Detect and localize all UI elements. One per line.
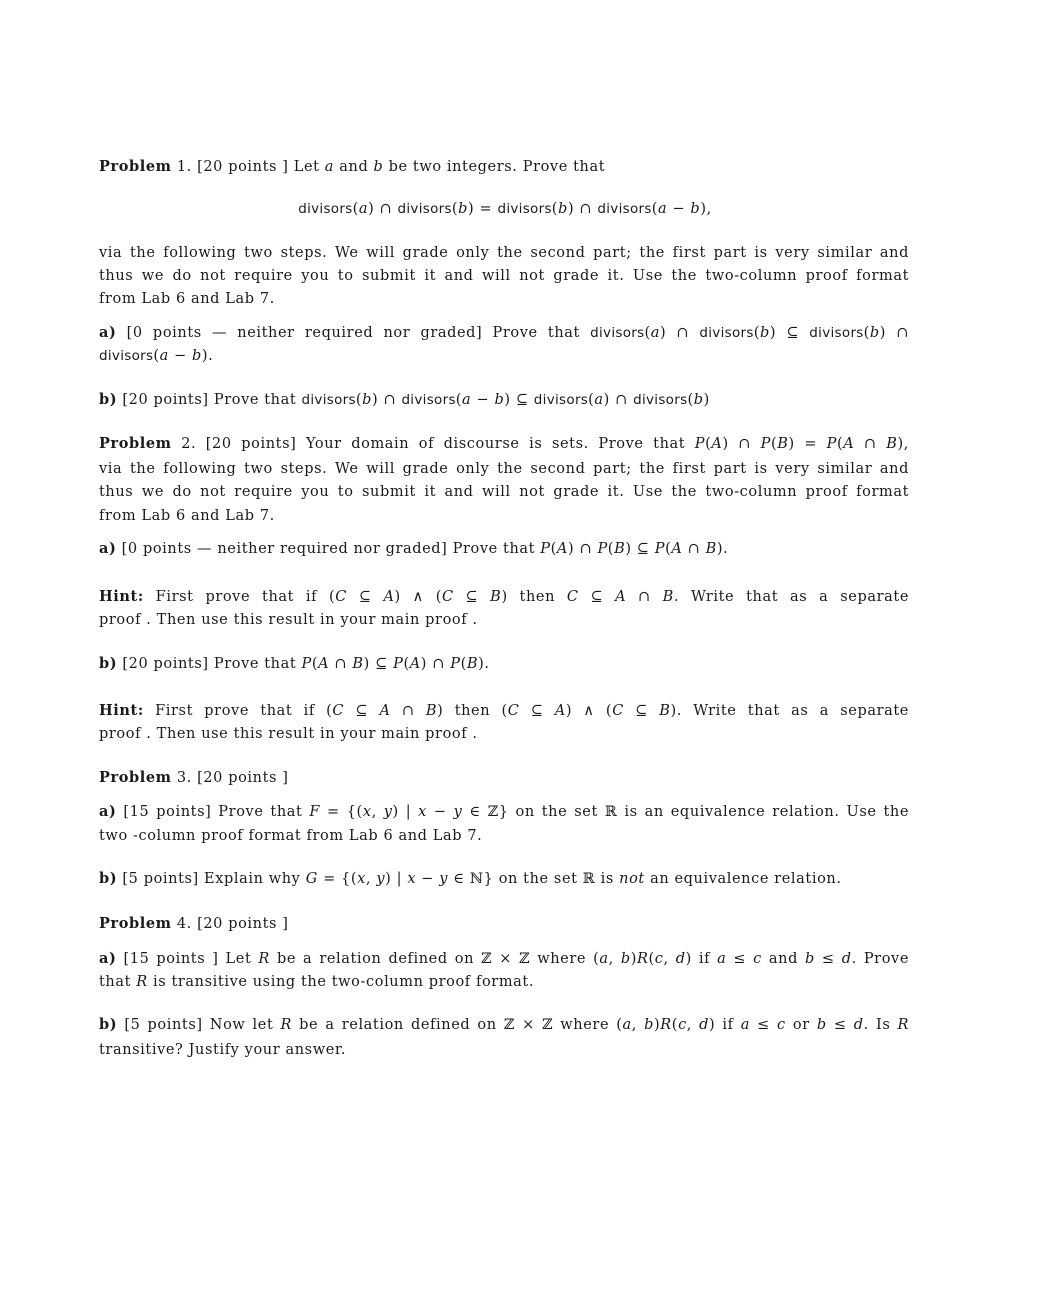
math-variable: R [136,974,148,990]
math-variable: P [694,436,706,452]
math-variable: a [622,1017,632,1033]
math-variable: A [409,656,421,672]
text-segment: ) ∩ [567,201,598,217]
text-segment: ) ∩ [420,656,451,672]
math-variable: y [439,871,449,887]
math-variable: x [362,804,372,820]
math-variable: b [362,392,372,408]
math-variable: b [558,201,568,217]
text-segment: ( [551,201,559,217]
bold-label: a) [99,324,117,341]
text-segment: ( [687,392,694,408]
text-segment: − [416,871,440,887]
math-variable: c [753,951,762,967]
text-line [99,973,909,991]
text-segment: proof . Then use this result in your main proof . [99,612,478,628]
text-segment: via the following two steps. We will grade only the second part; the first part is very similar and [99,461,909,477]
math-variable: d [841,951,852,967]
math-variable: B [659,703,671,719]
function-name: divisors [590,325,645,341]
math-variable: c [678,1017,687,1033]
math-variable: R [280,1017,293,1033]
text-segment: ). [716,541,729,557]
text-segment: [5 points] Explain why [117,871,306,887]
text-segment: ( [455,392,463,408]
math-variable: C [566,589,579,605]
text-line [99,588,909,606]
math-variable: x [418,804,427,820]
function-name: divisors [533,392,589,408]
text-segment: or [785,1017,817,1033]
math-variable: c [777,1017,786,1033]
bold-label: a) [99,540,117,557]
text-line [99,725,909,743]
math-variable: b [760,325,770,341]
text-segment: ( [588,392,595,408]
math-variable: F [309,804,321,820]
text-segment: ∩ [626,589,663,605]
function-name: divisors [699,325,754,341]
math-variable: a [599,951,609,967]
math-variable: A [554,703,566,719]
text-segment: ) ⊆ [504,392,534,408]
text-segment: , [608,951,621,967]
text-segment: 2. [20 points] Your domain of discourse is sets. Prove that [171,436,695,452]
text-line [99,1041,909,1059]
text-segment: ) ⊆ [363,656,394,672]
math-variable: B [490,589,502,605]
bold-label: a) [99,950,117,967]
text-segment: , [631,1017,645,1033]
text-segment: [15 points] Prove that [116,804,310,820]
math-variable: P [540,541,551,557]
text-segment: [0 points — neither required nor graded] Prove that [116,541,541,557]
text-segment: , [686,1017,700,1033]
text-segment: − [426,804,454,820]
math-variable: x [407,871,417,887]
math-variable: C [335,589,347,605]
text-segment: and [761,951,806,967]
text-segment: [20 points] Prove that [117,392,302,408]
text-line [99,611,909,629]
function-name: divisors [633,392,688,408]
text-line [99,347,909,365]
math-variable: b [690,201,701,217]
text-line [99,507,909,525]
bold-label: Problem [99,915,172,932]
text-segment: ) = [788,436,827,452]
bold-label: Hint: [99,702,144,719]
text-segment: from Lab 6 and Lab 7. [99,508,275,524]
text-segment: [5 points] Now let [117,1017,281,1033]
text-segment: ) ⊆ [769,325,810,341]
text-segment: two -column proof format from Lab 6 and Lab 7. [99,828,483,844]
text-segment: that [99,974,137,990]
math-variable: not [619,871,645,887]
math-variable: b [620,951,631,967]
text-line [99,391,909,409]
text-segment: ∩ [329,656,353,672]
math-variable: a [658,201,668,217]
text-segment: ) ∧ ( [565,703,613,719]
text-line [99,540,909,558]
text-segment: = {( [320,804,363,820]
text-segment: [20 points] Prove that [117,656,302,672]
text-segment: ) [654,1017,661,1033]
math-variable: R [636,951,649,967]
text-segment: ≤ [826,1017,854,1033]
text-line [99,870,909,888]
text-segment: − [667,201,691,217]
text-line [99,827,909,845]
text-line [99,769,909,787]
math-variable: B [352,656,364,672]
math-variable: R [258,951,270,967]
text-segment: 3. [20 points ] [171,770,289,786]
text-segment: [0 points — neither required nor graded] Prove that [116,325,591,341]
bold-label: b) [99,655,118,672]
math-variable: y [376,871,386,887]
text-segment: ) ∩ [368,201,398,217]
text-line [99,915,909,933]
text-segment: ⊆ [578,589,616,605]
text-segment: ( [644,325,651,341]
text-segment: ( [460,656,467,672]
text-segment: and [334,159,374,175]
text-segment: ⊆ [623,703,660,719]
text-line [99,655,909,673]
text-segment: ( [651,201,658,217]
math-variable: B [425,703,438,719]
text-segment: ) ∩ [659,325,700,341]
math-variable: A [711,436,723,452]
math-variable: P [760,436,771,452]
function-name: divisors [809,325,864,341]
text-segment: from Lab 6 and Lab 7. [99,291,275,307]
math-variable: C [332,703,345,719]
math-variable: C [612,703,624,719]
text-segment: ). [478,656,490,672]
text-segment: ) ∩ [879,325,909,341]
text-segment: ) | [385,871,408,887]
function-name: divisors [298,201,353,217]
text-segment: ) ∧ ( [394,589,442,605]
text-line [99,244,909,262]
text-segment: ( [355,392,363,408]
math-variable: A [379,703,391,719]
math-variable: P [826,436,838,452]
math-variable: A [556,541,568,557]
function-name: divisors [397,201,452,217]
math-variable: P [597,541,608,557]
bold-label: Problem [99,158,172,175]
text-segment: ( [837,436,844,452]
math-variable: a [358,201,369,217]
function-name: divisors [497,201,552,217]
text-segment: 4. [20 points ] [171,916,289,932]
math-variable: B [705,541,717,557]
math-variable: b [816,1017,827,1033]
math-variable: G [305,871,318,887]
text-line [99,158,909,176]
bold-label: a) [99,803,117,820]
text-segment: ) ∩ [372,392,402,408]
display-equation [0,200,1010,218]
text-segment: ( [311,656,319,672]
math-variable: b [192,348,202,364]
text-segment: ). Write that as a separate [670,703,909,719]
math-variable: P [654,541,666,557]
text-segment: First prove that if ( [143,589,336,605]
text-segment: proof . Then use this result in your main proof . [99,726,478,742]
function-name: divisors [99,348,154,364]
text-segment: . Is [863,1017,898,1033]
text-segment: ) [630,951,637,967]
text-segment: ) if [685,951,718,967]
text-segment: ∩ [390,703,426,719]
text-line [99,267,909,285]
text-segment: ( [550,541,557,557]
text-segment: ( [665,541,672,557]
text-line [99,950,909,968]
text-line [99,435,909,453]
text-segment: ) then ( [437,703,508,719]
math-variable: b [644,1017,654,1033]
text-segment: ⊆ [344,703,380,719]
text-segment: ≤ [726,951,754,967]
function-name: divisors [401,392,456,408]
text-segment: − [471,392,495,408]
text-segment: ( [863,325,870,341]
text-segment: ) ⊆ [625,541,655,557]
math-variable: a [462,392,472,408]
math-variable: A [843,436,855,452]
math-variable: d [699,1017,710,1033]
math-variable: a [159,348,169,364]
text-segment: ) if [709,1017,741,1033]
text-segment: ∩ [682,541,706,557]
text-segment: ∩ [854,436,887,452]
text-segment: ) [703,392,710,408]
text-line [99,483,909,501]
text-line [99,803,909,821]
text-segment: ) ∩ [603,392,634,408]
math-variable: A [383,589,395,605]
text-segment: ( [607,541,615,557]
text-segment: First prove that if ( [143,703,333,719]
math-variable: b [693,392,704,408]
text-line [99,460,909,478]
bold-label: b) [99,1016,118,1033]
text-line [99,290,909,308]
function-name: divisors [301,392,356,408]
bold-label: Problem [99,769,172,786]
text-segment: ), [897,436,909,452]
text-segment: transitive? Justify your answer. [99,1042,347,1058]
math-variable: B [662,589,674,605]
math-variable: b [458,201,469,217]
text-segment: ), [700,201,712,217]
math-variable: y [383,804,393,820]
text-segment: ( [451,201,459,217]
text-segment: ( [352,201,359,217]
text-segment: , [365,871,377,887]
text-segment: ( [705,436,712,452]
math-variable: A [615,589,627,605]
text-segment: . Prove [851,951,910,967]
bold-label: Problem [99,435,172,452]
text-segment: , [371,804,384,820]
text-segment: ( [753,325,760,341]
text-segment: = {( [317,871,358,887]
text-segment: ⊆ [346,589,384,605]
text-segment: be two integers. Prove that [383,159,606,175]
text-segment: ( [153,348,160,364]
math-variable: b [373,159,384,175]
text-segment: [15 points ] Let [116,951,259,967]
text-segment: an equivalence relation. [644,871,842,887]
math-variable: d [853,1017,864,1033]
text-line [99,702,909,720]
text-segment: ∈ ℕ} on the set ℝ is [448,871,620,887]
math-variable: y [453,804,463,820]
text-segment: ⊆ [519,703,555,719]
text-segment: be a relation defined on ℤ × ℤ where ( [292,1017,623,1033]
math-variable: a [324,159,335,175]
text-segment: ( [770,436,778,452]
text-segment: − [168,348,193,364]
text-segment: ) then [501,589,567,605]
text-segment: ) ∩ [722,436,761,452]
math-variable: b [869,325,880,341]
math-variable: b [805,951,815,967]
math-variable: B [466,656,479,672]
bold-label: b) [99,870,118,887]
math-variable: a [717,951,727,967]
bold-label: Hint: [99,588,144,605]
math-variable: R [897,1017,910,1033]
math-variable: A [671,541,683,557]
math-variable: C [441,589,454,605]
math-variable: P [450,656,461,672]
text-segment: be a relation defined on ℤ × ℤ where ( [269,951,600,967]
text-segment: ) | [392,804,419,820]
math-variable: x [357,871,366,887]
math-variable: a [740,1017,750,1033]
text-segment: ) ∩ [568,541,598,557]
text-segment: ≤ [814,951,842,967]
text-segment: via the following two steps. We will grade only the second part; the first part is very similar and [99,245,909,261]
math-variable: b [494,392,505,408]
math-variable: B [614,541,626,557]
text-segment: ( [648,951,655,967]
math-variable: c [654,951,664,967]
text-segment: . Write that as a separate [673,589,909,605]
text-line [99,324,909,342]
math-variable: a [594,392,604,408]
bold-label: b) [99,391,118,408]
math-variable: a [650,325,660,341]
text-segment: , [663,951,676,967]
text-segment: ( [671,1017,679,1033]
math-variable: d [675,951,686,967]
text-segment: thus we do not require you to submit it and will not grade it. Use the two-column proof format [99,268,909,284]
text-segment: ( [403,656,410,672]
function-name: divisors [597,201,652,217]
math-variable: A [318,656,330,672]
math-variable: P [393,656,404,672]
math-variable: B [777,436,789,452]
text-segment: thus we do not require you to submit it and will not grade it. Use the two-column proof format [99,484,909,500]
math-variable: R [660,1017,672,1033]
text-line [99,1016,909,1034]
text-segment: ≤ [750,1017,778,1033]
text-segment: ). [201,348,214,364]
text-segment: 1. [171,159,198,175]
math-variable: P [301,656,312,672]
math-variable: B [886,436,898,452]
text-segment: [20 points ] Let [197,159,325,175]
math-variable: C [507,703,520,719]
text-segment: is transitive using the two-column proof format. [147,974,535,990]
text-segment: ) = [468,201,498,217]
text-segment: ⊆ [453,589,491,605]
text-segment: ∈ ℤ} on the set ℝ is an equivalence relation. Use the [462,804,910,820]
